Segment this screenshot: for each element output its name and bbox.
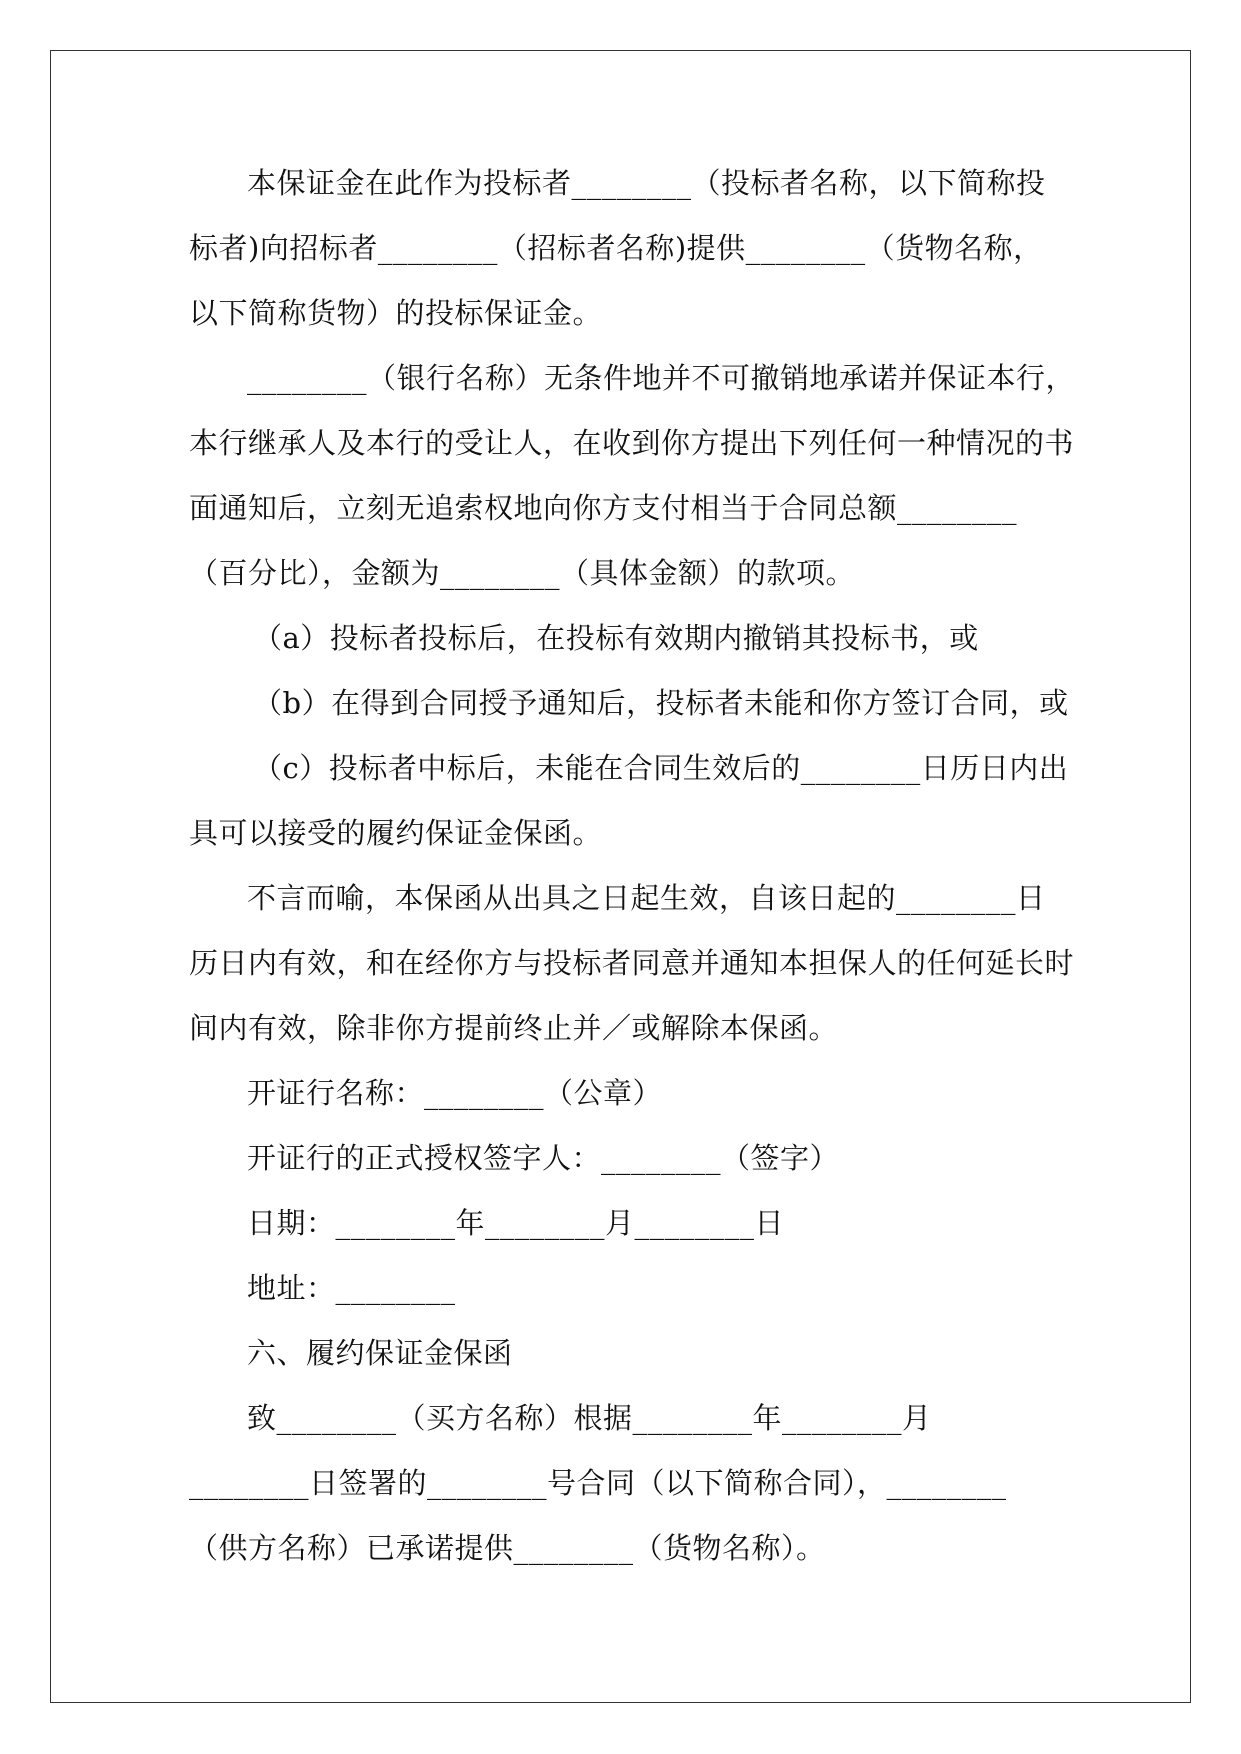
text-line-6: 面通知后，立刻无追索权地向你方支付相当于合同总额________: [189, 491, 1018, 525]
text-line-1: 本保证金在此作为投标者________（投标者名称，以下简称投: [247, 166, 1046, 200]
text-line-22: （供方名称）已承诺提供________（货物名称）。: [189, 1531, 826, 1565]
section-heading: 六、履约保证金保函: [247, 1336, 513, 1370]
text-line-12: 不言而喻，本保函从出具之日起生效，自该日起的________日: [247, 881, 1046, 915]
text-line-18: 地址：________: [247, 1271, 456, 1305]
text-line-16: 开证行的正式授权签字人：________（签字）: [247, 1141, 840, 1175]
text-line-13: 历日内有效，和在经你方与投标者同意并通知本担保人的任何延长时: [189, 946, 1075, 980]
text-line-11: 具可以接受的履约保证金保函。: [189, 816, 603, 850]
text-line-21: ________日签署的________号合同（以下简称合同），________: [189, 1466, 1007, 1500]
text-line-4: ________（银行名称）无条件地并不可撤销地承诺并保证本行，: [247, 361, 1076, 395]
text-line-20: 致________（买方名称）根据________年________月: [247, 1401, 932, 1435]
text-line-10: （c）投标者中标后，未能在合同生效后的________日历日内出: [253, 751, 1069, 785]
text-line-14: 间内有效，除非你方提前终止并／或解除本保函。: [189, 1011, 839, 1045]
text-line-9: （b）在得到合同授予通知后，投标者未能和你方签订合同，或: [253, 686, 1069, 720]
text-line-3: 以下简称货物）的投标保证金。: [189, 296, 603, 330]
text-line-5: 本行继承人及本行的受让人，在收到你方提出下列任何一种情况的书: [189, 426, 1075, 460]
text-line-15: 开证行名称：________（公章）: [247, 1076, 663, 1110]
text-line-17: 日期：________年________月________日: [247, 1206, 785, 1240]
text-line-2: 标者)向招标者________（招标者名称)提供________（货物名称，: [189, 231, 1043, 265]
text-line-8: （a）投标者投标后，在投标有效期内撤销其投标书，或: [253, 621, 979, 655]
text-line-7: （百分比），金额为________（具体金额）的款项。: [189, 556, 856, 590]
document-body: [189, 163, 1076, 1593]
